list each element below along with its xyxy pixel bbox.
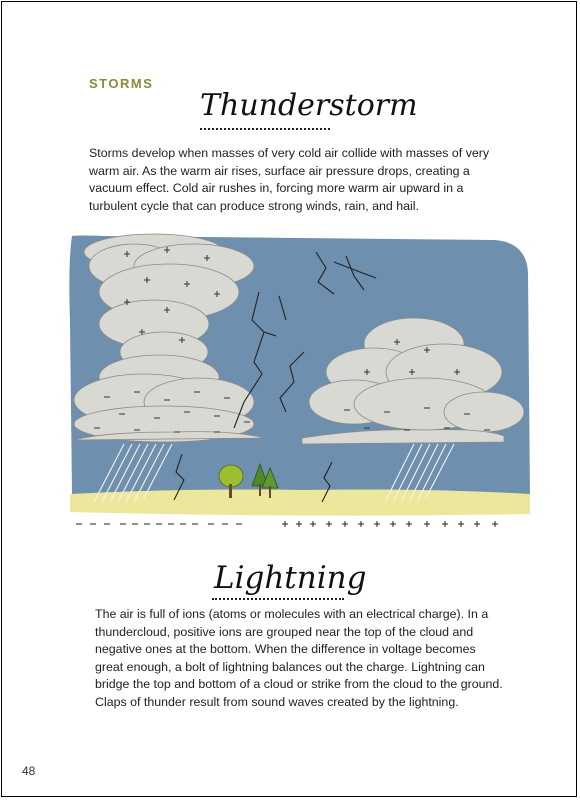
lightning-title: Lightning xyxy=(214,560,367,596)
page-number: 48 xyxy=(22,764,36,778)
title-underline-dots xyxy=(212,598,344,600)
thunderstorm-paragraph: Storms develop when masses of very cold air collide with masses of very warm air. As the warm air rises, surface air pressure drops, creating a vacuum effect. Cold air rushes in, forcing more warm air upward in a turbulent cycle that can produce strong winds, rain, and hail. xyxy=(89,146,490,213)
title-underline-dots xyxy=(200,128,330,130)
storm-illustration xyxy=(64,232,532,530)
section-label: STORMS xyxy=(89,76,154,91)
thunderstorm-title: Thunderstorm xyxy=(200,88,418,123)
lightning-paragraph: The air is full of ions (atoms or molecules with an electrical charge). In a thundercloud, positive ions are grouped near the top of the cloud and negative ones at the bottom. When the difference in voltage becomes great enough, a bolt of lightning balances out the charge. Lightning can bridge the top and bottom of a cloud or strike from the cloud to the ground. Claps of thunder result from sound waves created by the lightning. xyxy=(95,607,503,709)
ground-charges xyxy=(76,521,498,527)
